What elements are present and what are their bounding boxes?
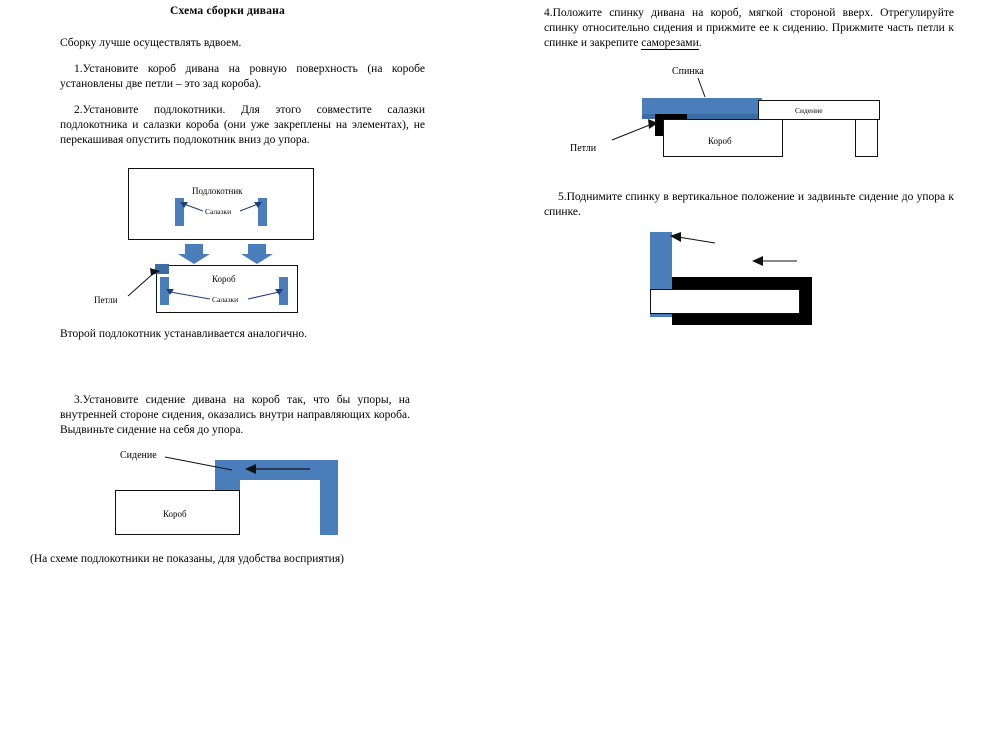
back-panel-shape	[642, 98, 762, 114]
seat-white-shape-figure4	[650, 289, 800, 314]
box-label-figure1: Короб	[212, 274, 236, 284]
slide-bar-right-top	[258, 198, 267, 226]
step-1-paragraph: 1.Установите короб дивана на ровную поверхность (на коробе установлены две петли – это зад короба).	[60, 63, 425, 90]
seat-label-figure3: Сидение	[795, 106, 823, 115]
page-title: Схема сборки дивана	[170, 5, 285, 17]
frame-top-shape	[672, 277, 812, 289]
step-3-paragraph: 3.Установите сидение дивана на короб так, что бы упоры, на внутренней стороне сидения, оказались внутри направляющих короба. Выдвиньте сидение на себя до упора.	[60, 394, 410, 436]
seat-plate-shape	[215, 460, 335, 480]
hinge-top-tab	[155, 264, 169, 274]
box-shape-lower	[156, 265, 298, 313]
frame-bottom-shape	[672, 313, 812, 325]
armrest-box-shape	[128, 168, 314, 240]
hinges-label-figure3: Петли	[570, 143, 597, 154]
slides-top-label: Салазки	[205, 207, 232, 216]
box-label-figure3: Короб	[708, 136, 732, 146]
screws-link: саморезами	[641, 37, 699, 49]
back-label-figure3: Спинка	[672, 66, 704, 77]
box-label-figure2: Короб	[163, 509, 187, 519]
intro-paragraph: Сборку лучше осуществлять вдвоем.	[60, 37, 242, 49]
step-4-text: 4.Положите спинку дивана на короб, мягкой стороной вверх. Отрегулируйте спинку относительно сидения и прижмите ее к сидению. Прижмите часть петли к спинке и закрепите саморезами.	[544, 7, 954, 49]
armrest-label: Подлокотник	[192, 186, 243, 196]
step-2-paragraph: 2.Установите подлокотники. Для этого совместите салазки подлокотника и салазки короба (они уже закреплены на элементах), не перекашивая опустить подлокотник вниз до упора.	[60, 104, 425, 146]
second-armrest-note: Второй подлокотник устанавливается аналогично.	[60, 328, 307, 340]
seat-leg-shape	[320, 460, 338, 535]
right-column	[500, 0, 1000, 750]
hinges-label-figure1: Петли	[94, 295, 118, 305]
slide-bar-left-bottom	[160, 277, 169, 305]
slide-bar-left-top	[175, 198, 184, 226]
step-5-paragraph: 5.Поднимите спинку в вертикальное положение и задвиньте сидение до упора к спинке.	[544, 191, 954, 218]
right-leg-shape	[855, 119, 878, 157]
seat-label-figure2: Сидение	[120, 450, 157, 461]
slides-bottom-label: Салазки	[212, 295, 239, 304]
step-4-paragraph	[544, 6, 954, 51]
slide-bar-right-bottom	[279, 277, 288, 305]
figure-note: (На схеме подлокотники не показаны, для удобства восприятия)	[30, 553, 344, 565]
